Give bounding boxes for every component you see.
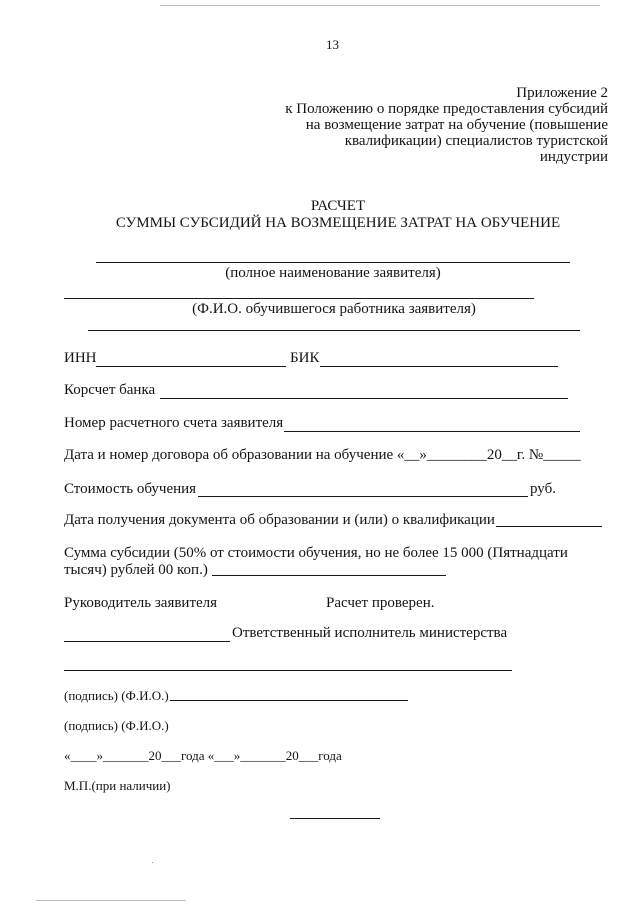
inn-label: ИНН: [64, 350, 97, 366]
cost-unit: руб.: [530, 481, 556, 497]
bik-label: БИК: [290, 350, 320, 366]
account-number-field-line: [284, 431, 580, 432]
appendix-line-5: индустрии: [539, 149, 608, 165]
appendix-line-3: на возмещение затрат на обучение (повышение: [305, 117, 608, 133]
scan-edge-mark-bottom: [36, 900, 186, 901]
employee-name-line: [64, 298, 534, 299]
subsidy-field-line: [212, 575, 446, 576]
appendix-line-4: квалификации) специалистов туристской: [344, 133, 608, 149]
corr-account-field-line: [160, 398, 568, 399]
document-subtitle: СУММЫ СУБСИДИЙ НА ВОЗМЕЩЕНИЕ ЗАТРАТ НА ОБУЧЕНИЕ: [115, 215, 561, 231]
signature-name-1-line: [170, 700, 408, 701]
signature-name-2: (подпись) (Ф.И.О.): [64, 718, 169, 733]
head-signature-label: Руководитель заявителя: [64, 595, 218, 611]
scan-speck: [152, 862, 153, 863]
contract-field: Дата и номер договора об образовании на обучение «__»________20__г. №_____: [64, 447, 581, 463]
corr-account-label: Корсчет банка: [64, 382, 156, 398]
page-number: 13: [326, 37, 339, 52]
subsidy-label-line-2: тысяч) рублей 00 коп.): [64, 562, 208, 578]
responsible-signature-line: [64, 641, 230, 642]
applicant-name-caption: (полное наименование заявителя): [225, 265, 441, 281]
account-number-label: Номер расчетного счета заявителя: [64, 415, 284, 431]
employee-name-caption: (Ф.И.О. обучившегося работника заявителя): [192, 301, 476, 317]
doc-date-label: Дата получения документа об образовании и (или) о квалификации: [64, 512, 495, 528]
signature-dates: «____»_______20___года «___»_______20___года: [64, 748, 342, 763]
cost-label: Стоимость обучения: [64, 481, 197, 497]
appendix-line-2: к Положению о порядке предоставления субсидий: [285, 101, 608, 117]
inn-field-line: [96, 366, 286, 367]
footer-separator-line: [290, 818, 380, 819]
bik-field-line: [320, 366, 558, 367]
applicant-name-line: [96, 262, 570, 263]
stamp-note: М.П.(при наличии): [64, 778, 171, 793]
responsible-label: Ответственный исполнитель министерства: [232, 625, 508, 641]
doc-date-field-line: [496, 526, 602, 527]
subsidy-label-line-1: Сумма субсидии (50% от стоимости обучения, но не более 15 000 (Пятнадцати: [64, 545, 568, 561]
responsible-name-line: [64, 670, 512, 671]
document-title: РАСЧЕТ: [310, 198, 366, 214]
appendix-line-1: Приложение 2: [516, 85, 608, 101]
scan-edge-mark-top: [160, 5, 600, 6]
signature-name-1: (подпись) (Ф.И.О.): [64, 688, 169, 703]
cost-field-line: [198, 496, 528, 497]
extra-blank-line: [88, 330, 580, 331]
checked-label: Расчет проверен.: [326, 595, 435, 611]
